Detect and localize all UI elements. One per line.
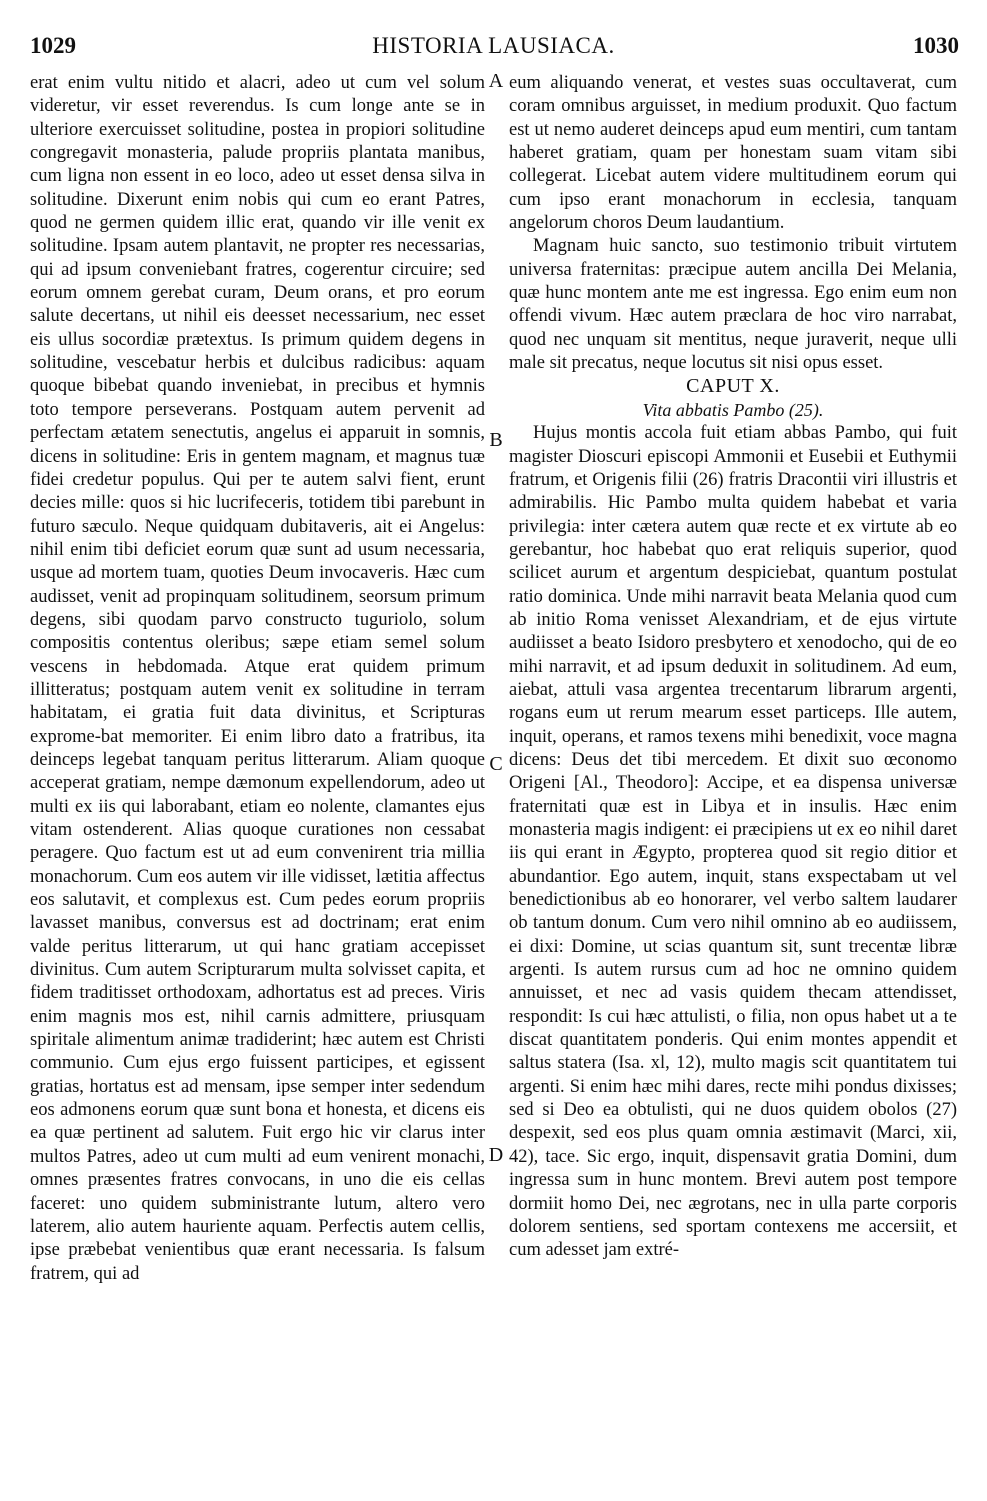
right-column [509,72,957,1263]
chapter-heading: CAPUT X. [686,375,780,398]
left-column-text: erat enim vultu nitido et alacri, adeo ut cum vel solum videretur, vir esset reverendus. Is cum longe ante se in ulteriore exercuisset solitudine, postea in propiori solitudine congregavit monasteria, palude propriis plantata manibus, cum ligna non essent in eo loco, adeo ut esset densa silva in solitudine. Dixerunt enim nobis qui cum eo erant Patres, quod ne germen quidem illic erat, quando vir ille venit ex solitudine. Ipsam autem plantavit, ne propter res necessarias, qui ad ipsum conveniebant fratres, cogerentur circuire; sed eorum omnem gerebat curam, Deum orans, et pro eorum salute decertans, ut nihil eis deesset necessarium, nec esset eis ullus socordiæ prætextus. Is primum quidem degens in solitudine, vescebatur herbis et dulcibus radicibus: aquam quoque bibebat quando inveniebat, in precibus et hymnis toto tempore perseverans. Postquam autem pervenit ad perfectam ætatem senectutis, angelus ei apparuit in somnis, dicens in solitudine: Eris in gentem magnam, et magnus tuæ fidei credetur populus. Qui per te autem salvi fient, erunt decies mille: quos si hic lucrifeceris, totidem tibi parebunt in futuro sæculo. Neque quidquam dubitaveris, ait ei Angelus: nihil enim tibi deficiet eorum quæ sunt ad usum necessaria, usque ad mortem tuam, quoties Deum invocaveris. Hæc cum audisset, venit ad propinquam solitudinem, seorsum primum degens, sibi quodam parvo constructo tuguriolo, solum compositis contentus oleribus; sæpe etiam semel solum vescens in hebdomada. Atque erat quidem primum illitteratus; postquam autem venit ex solitudine in terram habitatam, ei gratia fuit data divinitus, et Scripturas exprome-bat memoriter. Ei enim libro dato a fratribus, ita deinceps legebat tanquam peritus litterarum. Aliam quoque acceperat gratiam, nempe dæmonum expellendorum, adeo ut multi ex iis qui laborabant, etiam eo nolente, clamantes ejus vitam ostenderent. Alias quoque curationes non cessabat peragere. Quo factum est ut ad eum convenirent tria millia monachorum. Cum eos autem vir ille vidisset, lætitia affectus eos salutavit, et complexus est. Cum pedes eorum propriis lavasset manibus, conversus est ad doctrinam; erat enim valde peritus litterarum, ut qui hanc gratiam accepisset divinitus. Cum autem Scripturarum multa solvisset capita, et fidem traditisset orthodoxam, adhortatus est ad preces. Viris enim magnis mos est, nihil carnis admittere, priusquam spiritale alimentum animæ tradiderint; hæc autem est Christi communio. Cum ejus ergo fuissent participes, et egissent gratias, hortatus est ad mensam, ipse semper inter sedendum eos admonens eorum quæ sunt bona et honesta, et dicens eis ea quæ pertinent ad salutem. Fuit ergo hic vir clarus inter multos Patres, adeo ut cum multi ad eum venirent monachi, omnes præsentes fratres convocans, in uno die eis cellas faceret: uno quidem subministrante lutum, altero vero laterem, alio autem hauriente aquam. Perfectis autem cellis, ipse præbebat venientibus quæ erant necessaria. Is falsum fratrem, qui ad [30,73,485,1284]
running-title: HISTORIA LAUSIACA. [372,33,615,58]
paragraph: eum aliquando venerat, et vestes suas occultaverat, cum coram omnibus arguisset, in medium produxit. Quo factum est ut nemo auderet deinceps apud eum mentiri, cum tantam haberet gratiam, quam per honestam suam vitam sibi collegerat. Licebat autem videre multitudinem eorum qui cum ipso erant monachorum in ecclesia, tanquam angelorum choros Deum laudantium. [509,73,957,234]
paragraph: Magnam huic sancto, suo testimonio tribuit virtutem universa fraternitas: præcipue autem ancilla Dei Melania, quæ hunc montem ante me est ingressa. Ego enim eum non offendi vivum. Hæc autem præclara de hoc viro narrabat, quod nec unquam sit mentitus, neque juraverit, neque ulli male sit precatus, neque locutus sit nisi opus esset. [509,236,957,374]
page-header [0,0,987,60]
page-number-left: 1029 [30,33,76,58]
margin-marker-a: A [488,70,504,92]
margin-marker-d: D [488,1144,504,1166]
margin-marker-b: B [489,429,503,451]
page-number-right: 1030 [913,33,959,58]
chapter-subtitle: Vita abbatis Pambo (25). [642,399,824,420]
paragraph: Hujus montis accola fuit etiam abbas Pambo, qui fuit magister Dioscuri episcopi Ammonii et Eusebii et Euthymii fratrum, et Origenis filii (26) fratris Dracontii viri illustris et admirabilis. Hic Pambo multa quidem habebat et varia privilegia: inter cætera autem quæ recte et ex virtute ab eo gerebantur, hoc habebat quo erat reliquis superior, quod scilicet aurum et argentum despiciebat, quantum postulat ratio dominica. Unde mihi narravit beata Melania quod cum ab initio Roma venisset Alexandriam, et de ejus virtute audiisset a beato Isidoro presbytero et xenodocho, qui de eo mihi narravit, et ad ipsum deduxit in solitudinem. Ad eum, aiebat, attuli vasa argentea trecentarum librarum argenti, rogans eum ut rerum mearum esset particeps. Ille autem, inquit, operans, et ramos texens mihi benedixit, voce magna dicens: Deus det tibi mercedem. Et dixit suo œconomo Origeni [Al., Theodoro]: Accipe, et ea dispensa universæ fraternitati quæ est in Libya et in insulis. Hæc enim monasteria magis indigent: ei præcipiens ut ex eo nihil daret iis qui erant in Ægypto, propterea quod sit regio ditior et abundantior. Ego autem, inquit, stans exspectabam ut vel benedictionibus ab eo honorarer, vel verbo saltem laudarer ob tantum donum. Cum vero nihil omnino ab eo audiissem, ei dixi: Domine, ut scias quantum sit, sunt trecentæ libræ argenti. Is autem rursus cum ad hoc ne omnino quidem annuisset, et nec ad vasis quidem thecam attendisset, respondit: Is cui hæc attulisti, o filia, non opus habet ut a te discat quantitatem ponderis. Qui enim montes appendit et saltus statera (Isa. xl, 12), multo magis scit quantitatem tui argenti. Si enim hæc mihi dares, recte mihi pondus dixisses; sed si Deo ea obtulisti, qui ne duos quidem obolos (27) despexit, sed eos plus quam omnia æstimavit (Marci, xii, 42), tace. Sic ergo, inquit, dispensavit gratia Domini, dum ingressa sum in hunc montem. Brevi autem post tempore dormiit homo Dei, nec ægrotans, nec in ulla parte corporis dolorem sentiens, sed sportam contexens me accersiit, et cum adesset jam extré- [509,423,957,1261]
margin-marker-c: C [489,753,503,775]
left-column [30,72,485,1286]
